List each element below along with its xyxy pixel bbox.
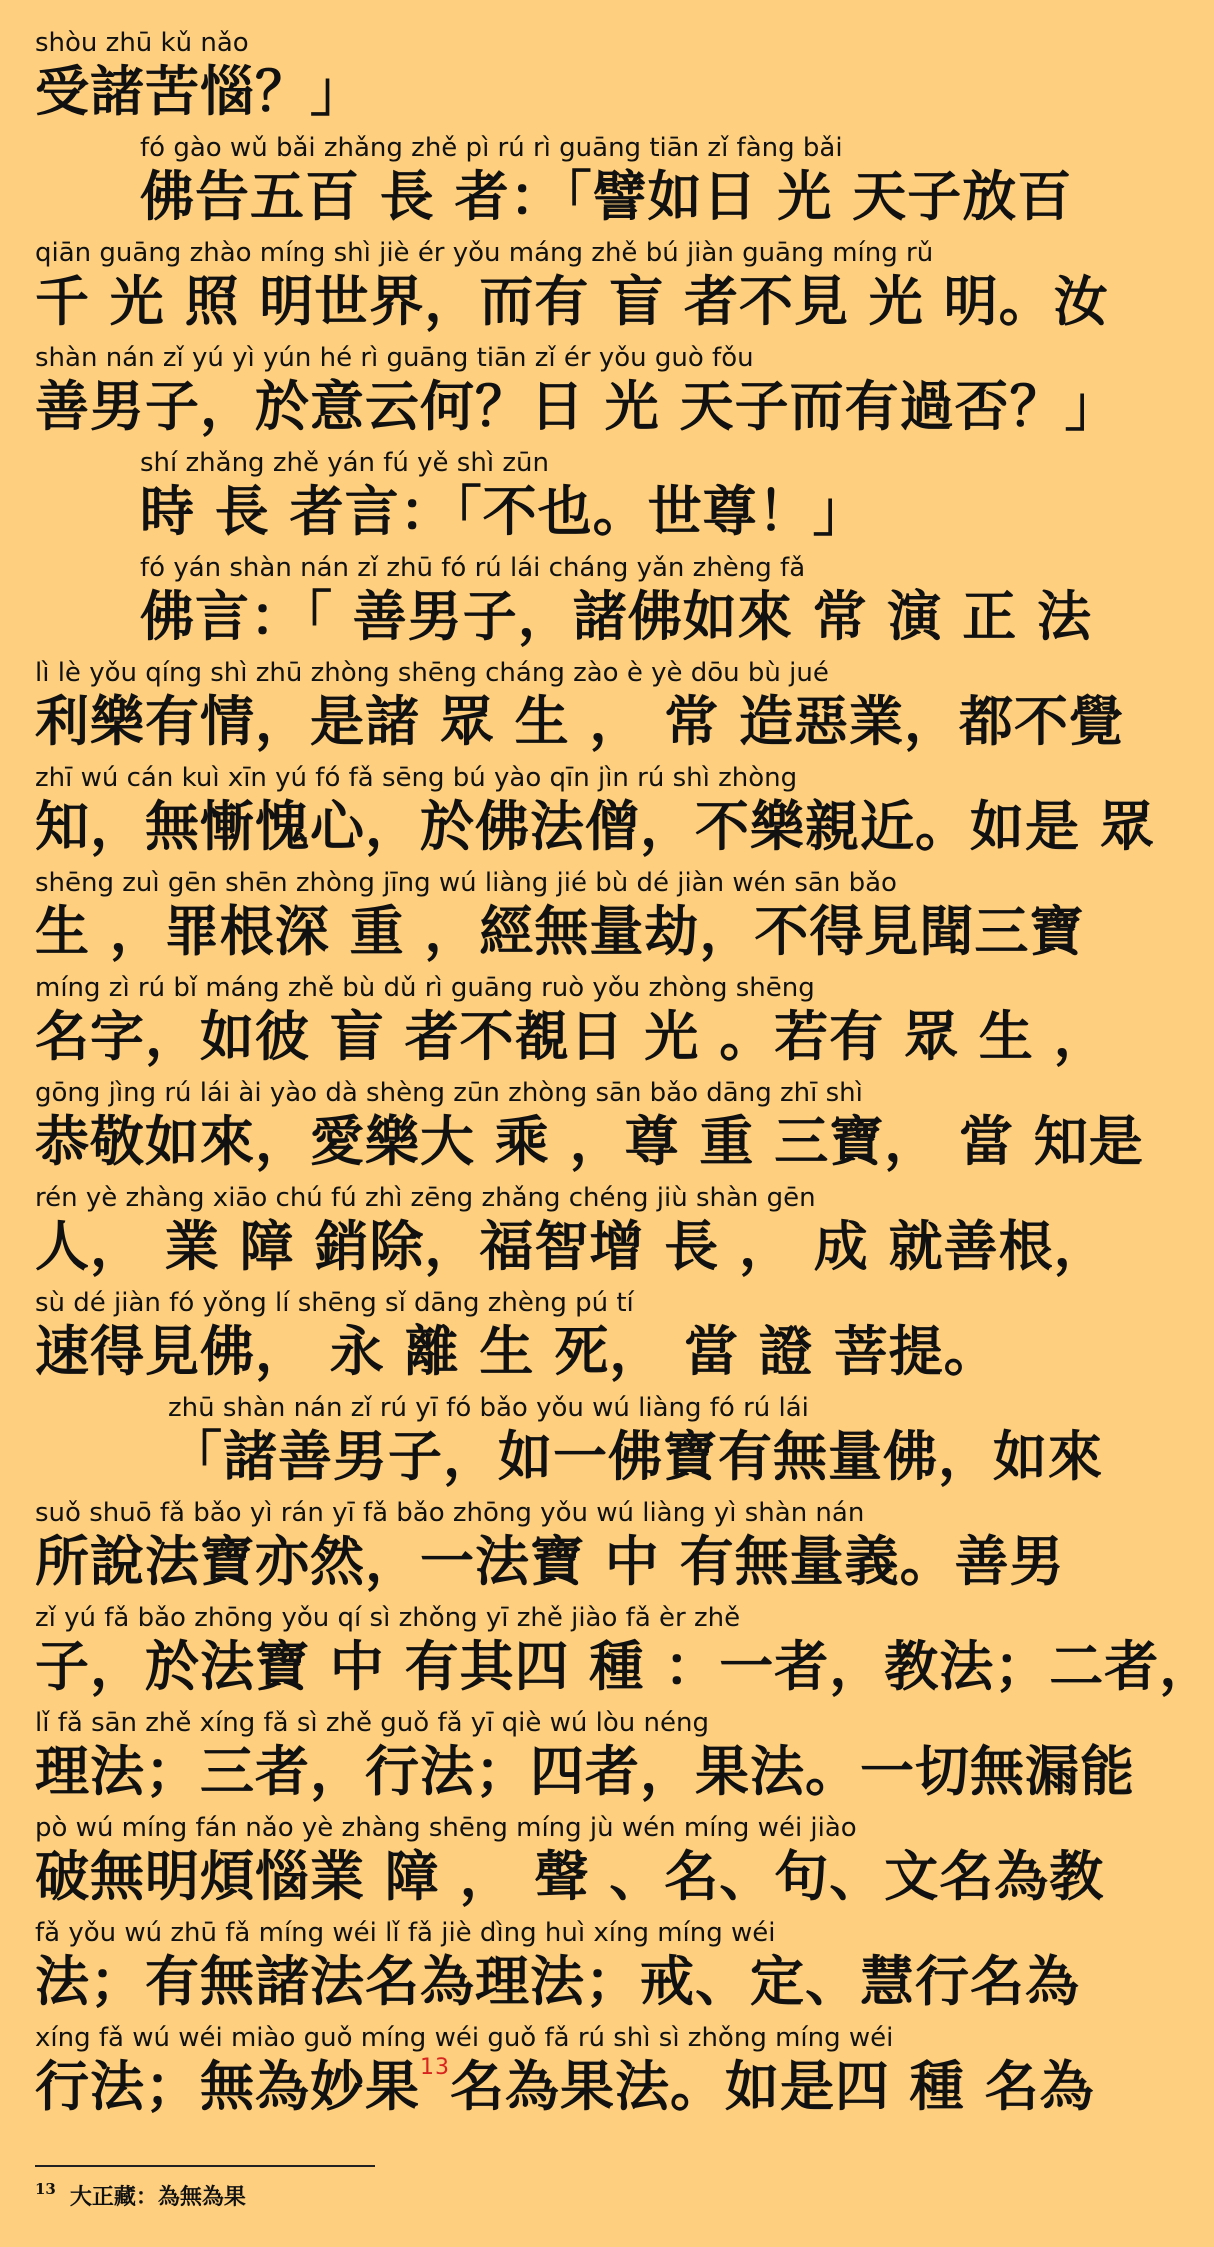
pinyin-row: shòu zhū kǔ nǎo bbox=[35, 28, 249, 58]
pinyin-row: zhū shàn nán zǐ rú yī fó bǎo yǒu wú liàng fó rú lái bbox=[168, 1393, 809, 1423]
footnote-text: 大正藏：為無為果 bbox=[69, 2184, 246, 2210]
chinese-row: 法；有無諸法名為理法；戒、定、慧行名為 bbox=[35, 1950, 1080, 2013]
chinese-row: 受諸苦惱？」 bbox=[35, 60, 365, 123]
pinyin-row: shēng zuì gēn shēn zhòng jīng wú liàng jié bù dé jiàn wén sān bǎo bbox=[35, 868, 897, 898]
text-line-12 bbox=[0, 1183, 1109, 1288]
text-line-4 bbox=[0, 343, 1120, 448]
chinese-row: 名字，如彼 盲 者不覩日 光 。若有 眾 生 ， bbox=[35, 1005, 1109, 1068]
text-line-11 bbox=[0, 1078, 1144, 1183]
pinyin-row: fó gào wǔ bǎi zhǎng zhě pì rú rì guāng tiān zǐ fàng bǎi bbox=[140, 133, 843, 163]
pinyin-row: míng zì rú bǐ máng zhě bù dǔ rì guāng ruò yǒu zhòng shēng bbox=[35, 973, 815, 1003]
chinese-row bbox=[0, 2053, 1095, 2121]
chinese-row: 知，無慚愧心，於佛法僧，不樂親近。如是 眾 bbox=[35, 795, 1155, 858]
text-line-2 bbox=[0, 133, 1080, 238]
pinyin-row: lì lè yǒu qíng shì zhū zhòng shēng cháng zào è yè dōu bù jué bbox=[35, 658, 829, 688]
text-line-7 bbox=[0, 658, 1124, 763]
text-line-8 bbox=[0, 763, 1155, 868]
pinyin-row: shàn nán zǐ yú yì yún hé rì guāng tiān zǐ ér yǒu guò fǒu bbox=[35, 343, 754, 373]
text-line-13 bbox=[0, 1288, 1080, 1393]
pinyin-row: sù dé jiàn fó yǒng lí shēng sǐ dāng zhèng pú tí bbox=[35, 1288, 634, 1318]
text-line-17 bbox=[0, 1708, 1135, 1813]
chinese-text: 名為果法。如是四 種 名為 bbox=[450, 2055, 1095, 2118]
footnote bbox=[35, 2180, 246, 2211]
text-line-9 bbox=[0, 868, 1085, 973]
pinyin-row: fǎ yǒu wú zhū fǎ míng wéi lǐ fǎ jiè dìng huì xíng míng wéi bbox=[35, 1918, 776, 1948]
text-line-5 bbox=[0, 448, 1080, 553]
pinyin-row: xíng fǎ wú wéi miào guǒ míng wéi guǒ fǎ rú shì sì zhǒng míng wéi bbox=[35, 2023, 894, 2053]
pinyin-row: zhī wú cán kuì xīn yú fó fǎ sēng bú yào qīn jìn rú shì zhòng bbox=[35, 763, 798, 793]
text-line-20 bbox=[0, 2023, 1095, 2128]
text-line-10 bbox=[0, 973, 1109, 1078]
footnote-divider bbox=[35, 2165, 375, 2167]
text-line-15 bbox=[0, 1498, 1080, 1603]
text-line-6 bbox=[0, 553, 1092, 658]
footnote-number: 13 bbox=[35, 2180, 56, 2198]
footnote-marker[interactable]: 13 bbox=[420, 2055, 450, 2080]
chinese-row: 恭敬如來，愛樂大 乘 ，尊 重 三寶， 當 知是 bbox=[35, 1110, 1144, 1173]
pinyin-row: shí zhǎng zhě yán fú yě shì zūn bbox=[140, 448, 549, 478]
pinyin-row: pò wú míng fán nǎo yè zhàng shēng míng jù wén míng wéi jiào bbox=[35, 1813, 857, 1843]
text-line-14 bbox=[0, 1393, 1103, 1498]
chinese-row: 人， 業 障 銷除，福智增 長 ， 成 就善根， bbox=[35, 1215, 1109, 1278]
chinese-row: 「諸善男子，如一佛寶有無量佛，如來 bbox=[168, 1425, 1103, 1488]
chinese-row: 理法；三者，行法；四者，果法。一切無漏能 bbox=[35, 1740, 1135, 1803]
pinyin-row: zǐ yú fǎ bǎo zhōng yǒu qí sì zhǒng yī zhě jiào fǎ èr zhě bbox=[35, 1603, 741, 1633]
chinese-row: 破無明煩惱業 障 ， 聲 、名、句、文名為教 bbox=[35, 1845, 1105, 1908]
text-line-1 bbox=[0, 28, 1080, 133]
chinese-row: 速得見佛， 永 離 生 死， 當 證 菩提。 bbox=[35, 1320, 999, 1383]
pinyin-row: suǒ shuō fǎ bǎo yì rán yī fǎ bǎo zhōng yǒu wú liàng yì shàn nán bbox=[35, 1498, 865, 1528]
chinese-row: 千 光 照 明世界，而有 盲 者不見 光 明。汝 bbox=[35, 270, 1109, 333]
pinyin-row: fó yán shàn nán zǐ zhū fó rú lái cháng yǎn zhèng fǎ bbox=[140, 553, 806, 583]
pinyin-row: qiān guāng zhào míng shì jiè ér yǒu máng zhě bú jiàn guāng míng rǔ bbox=[35, 238, 934, 268]
text-line-19 bbox=[0, 1918, 1080, 2023]
pinyin-row: lǐ fǎ sān zhě xíng fǎ sì zhě guǒ fǎ yī qiè wú lòu néng bbox=[35, 1708, 710, 1738]
text-line-18 bbox=[0, 1813, 1105, 1918]
text-line-16 bbox=[0, 1603, 1214, 1708]
pinyin-row: rén yè zhàng xiāo chú fú zhì zēng zhǎng chéng jiù shàn gēn bbox=[35, 1183, 816, 1213]
text-line-3 bbox=[0, 238, 1109, 343]
chinese-row: 生 ，罪根深 重 ，經無量劫，不得見聞三寶 bbox=[35, 900, 1085, 963]
chinese-row: 佛言：「 善男子，諸佛如來 常 演 正 法 bbox=[140, 585, 1092, 648]
chinese-row: 佛告五百 長 者：「譬如日 光 天子放百 bbox=[140, 165, 1073, 228]
chinese-row: 所說法寶亦然，一法寶 中 有無量義。善男 bbox=[35, 1530, 1065, 1593]
chinese-row: 善男子，於意云何？日 光 天子而有過否？」 bbox=[35, 375, 1120, 438]
chinese-row: 子，於法寶 中 有其四 種 ：一者，教法；二者， bbox=[35, 1635, 1214, 1698]
chinese-text: 行法；無為妙果 bbox=[35, 2055, 420, 2118]
pinyin-row: gōng jìng rú lái ài yào dà shèng zūn zhòng sān bǎo dāng zhī shì bbox=[35, 1078, 863, 1108]
chinese-row: 時 長 者言：「不也。世尊！」 bbox=[140, 480, 868, 543]
chinese-row: 利樂有情，是諸 眾 生 ， 常 造惡業，都不覺 bbox=[35, 690, 1124, 753]
